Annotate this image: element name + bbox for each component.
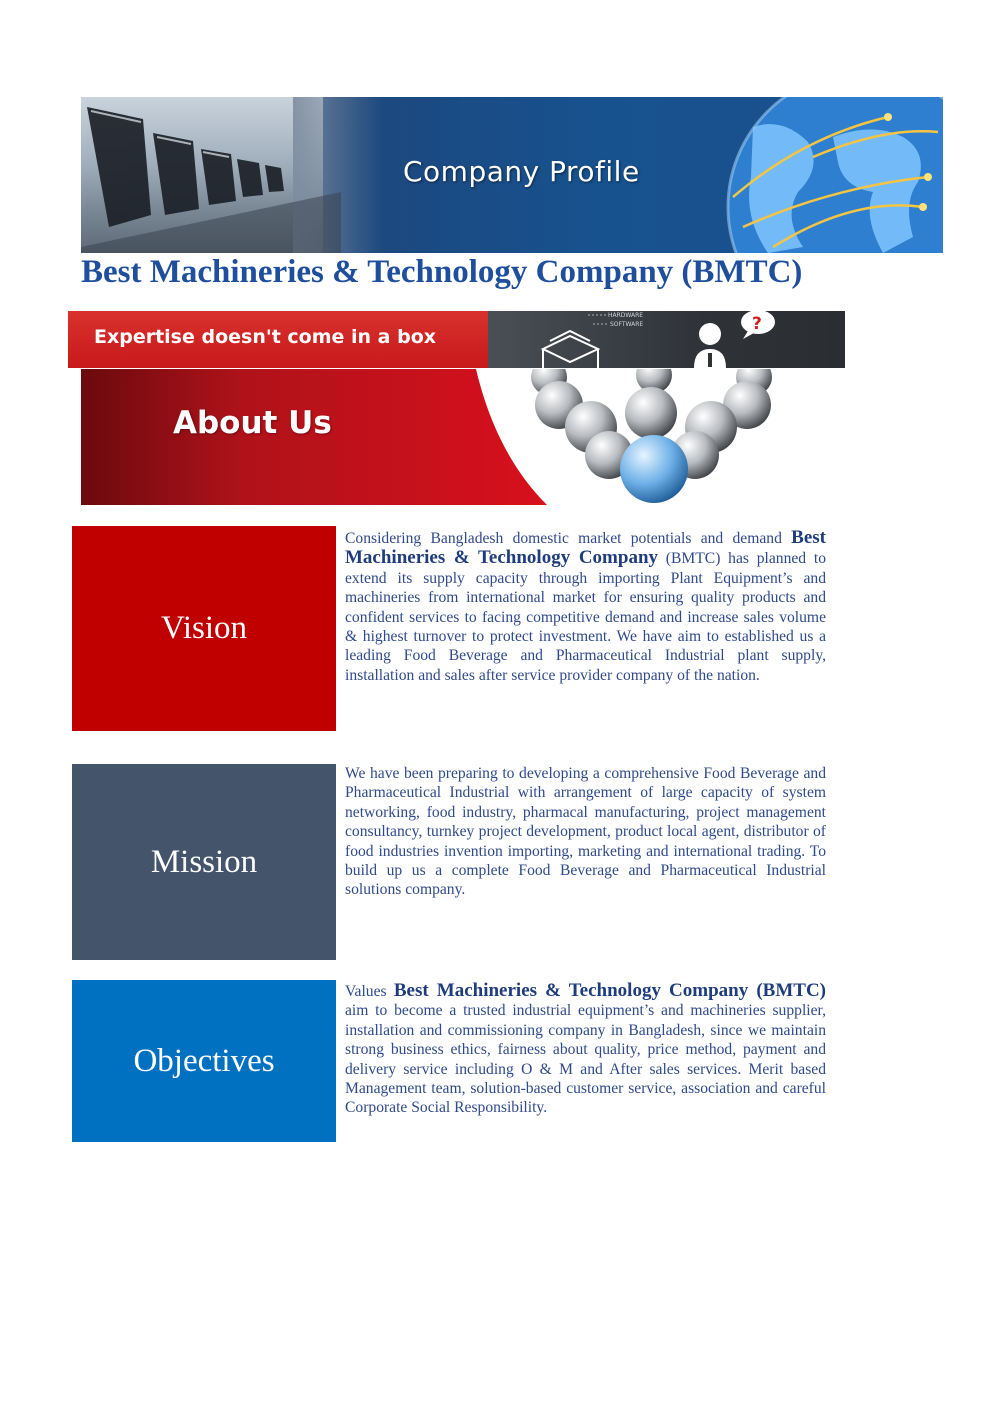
objectives-title: Objectives: [133, 1042, 275, 1079]
about-us-title: About Us: [173, 405, 332, 441]
question-bubble-icon: [741, 311, 775, 339]
expertise-red-panel: [68, 311, 488, 368]
mission-paragraph: We have been preparing to developing a comprehensive Food Beverage and Pharmaceutical Industrial with arrangement of large capacity of system networking, food industry, pharmacal manufacturing, project management consultancy, turnkey project development, product local agent, distributor of food industries invention importing, marketing and international trading. To build up us a complete Food Beverage and Pharmaceutical Industrial solutions company.: [345, 765, 826, 899]
banner-title: Company Profile: [403, 155, 640, 188]
vision-title: Vision: [160, 610, 248, 646]
software-label: SOFTWARE: [610, 321, 644, 328]
objectives-paragraph: Values Best Machineries & Technology Company (BMTC) aim to become a trusted industrial equipment’s and machineries supplier, installation and commissioning company in Bangladesh, since we maintain strong business ethics, fairness about quality, price method, payment and delivery service including O & M and After sales services. Merit based Management team, solution-based customer service, association and careful Corporate Social Responsibility.: [345, 980, 826, 1117]
team-spheres-image: [499, 369, 811, 505]
company-profile-banner: [81, 97, 943, 253]
mission-heading-box: [72, 764, 336, 960]
globe-icon: [713, 97, 943, 253]
question-mark: ?: [752, 314, 762, 334]
mission-title: Mission: [150, 843, 258, 880]
hardware-label: HARDWARE: [608, 312, 644, 319]
expertise-graphic-panel: [488, 311, 845, 368]
chairs-illustration: [81, 97, 341, 253]
about-us-banner: [81, 369, 811, 505]
boardroom-image: [81, 97, 323, 253]
objectives-company-name: Best Machineries & Technology Company (BMTC): [393, 980, 826, 1001]
objectives-heading-box: [72, 980, 336, 1142]
expertise-banner: [68, 311, 845, 368]
vision-heading-box: [72, 526, 336, 731]
vision-paragraph: Considering Bangladesh domestic market potentials and demand Best Machineries & Technology Company (BMTC) has planned to extend its supply capacity through importing Plant Equipment’s and machineries from international market for ensuring quality products and confident services to facing competitive demand and increase sales volume & highest turnover to protect investment. We have aim to established us a leading Food Beverage and Pharmaceutical Industrial plant supply, installation and sales after service provider company of the nation.: [345, 527, 827, 684]
person-icon: [694, 323, 726, 368]
company-name-heading: Best Machineries & Technology Company (BMTC): [81, 254, 803, 290]
expertise-tagline: Expertise doesn't come in a box: [94, 326, 436, 348]
box-icon: [543, 331, 598, 368]
vision-company-name: Best Machineries & Technology Company: [345, 527, 826, 569]
